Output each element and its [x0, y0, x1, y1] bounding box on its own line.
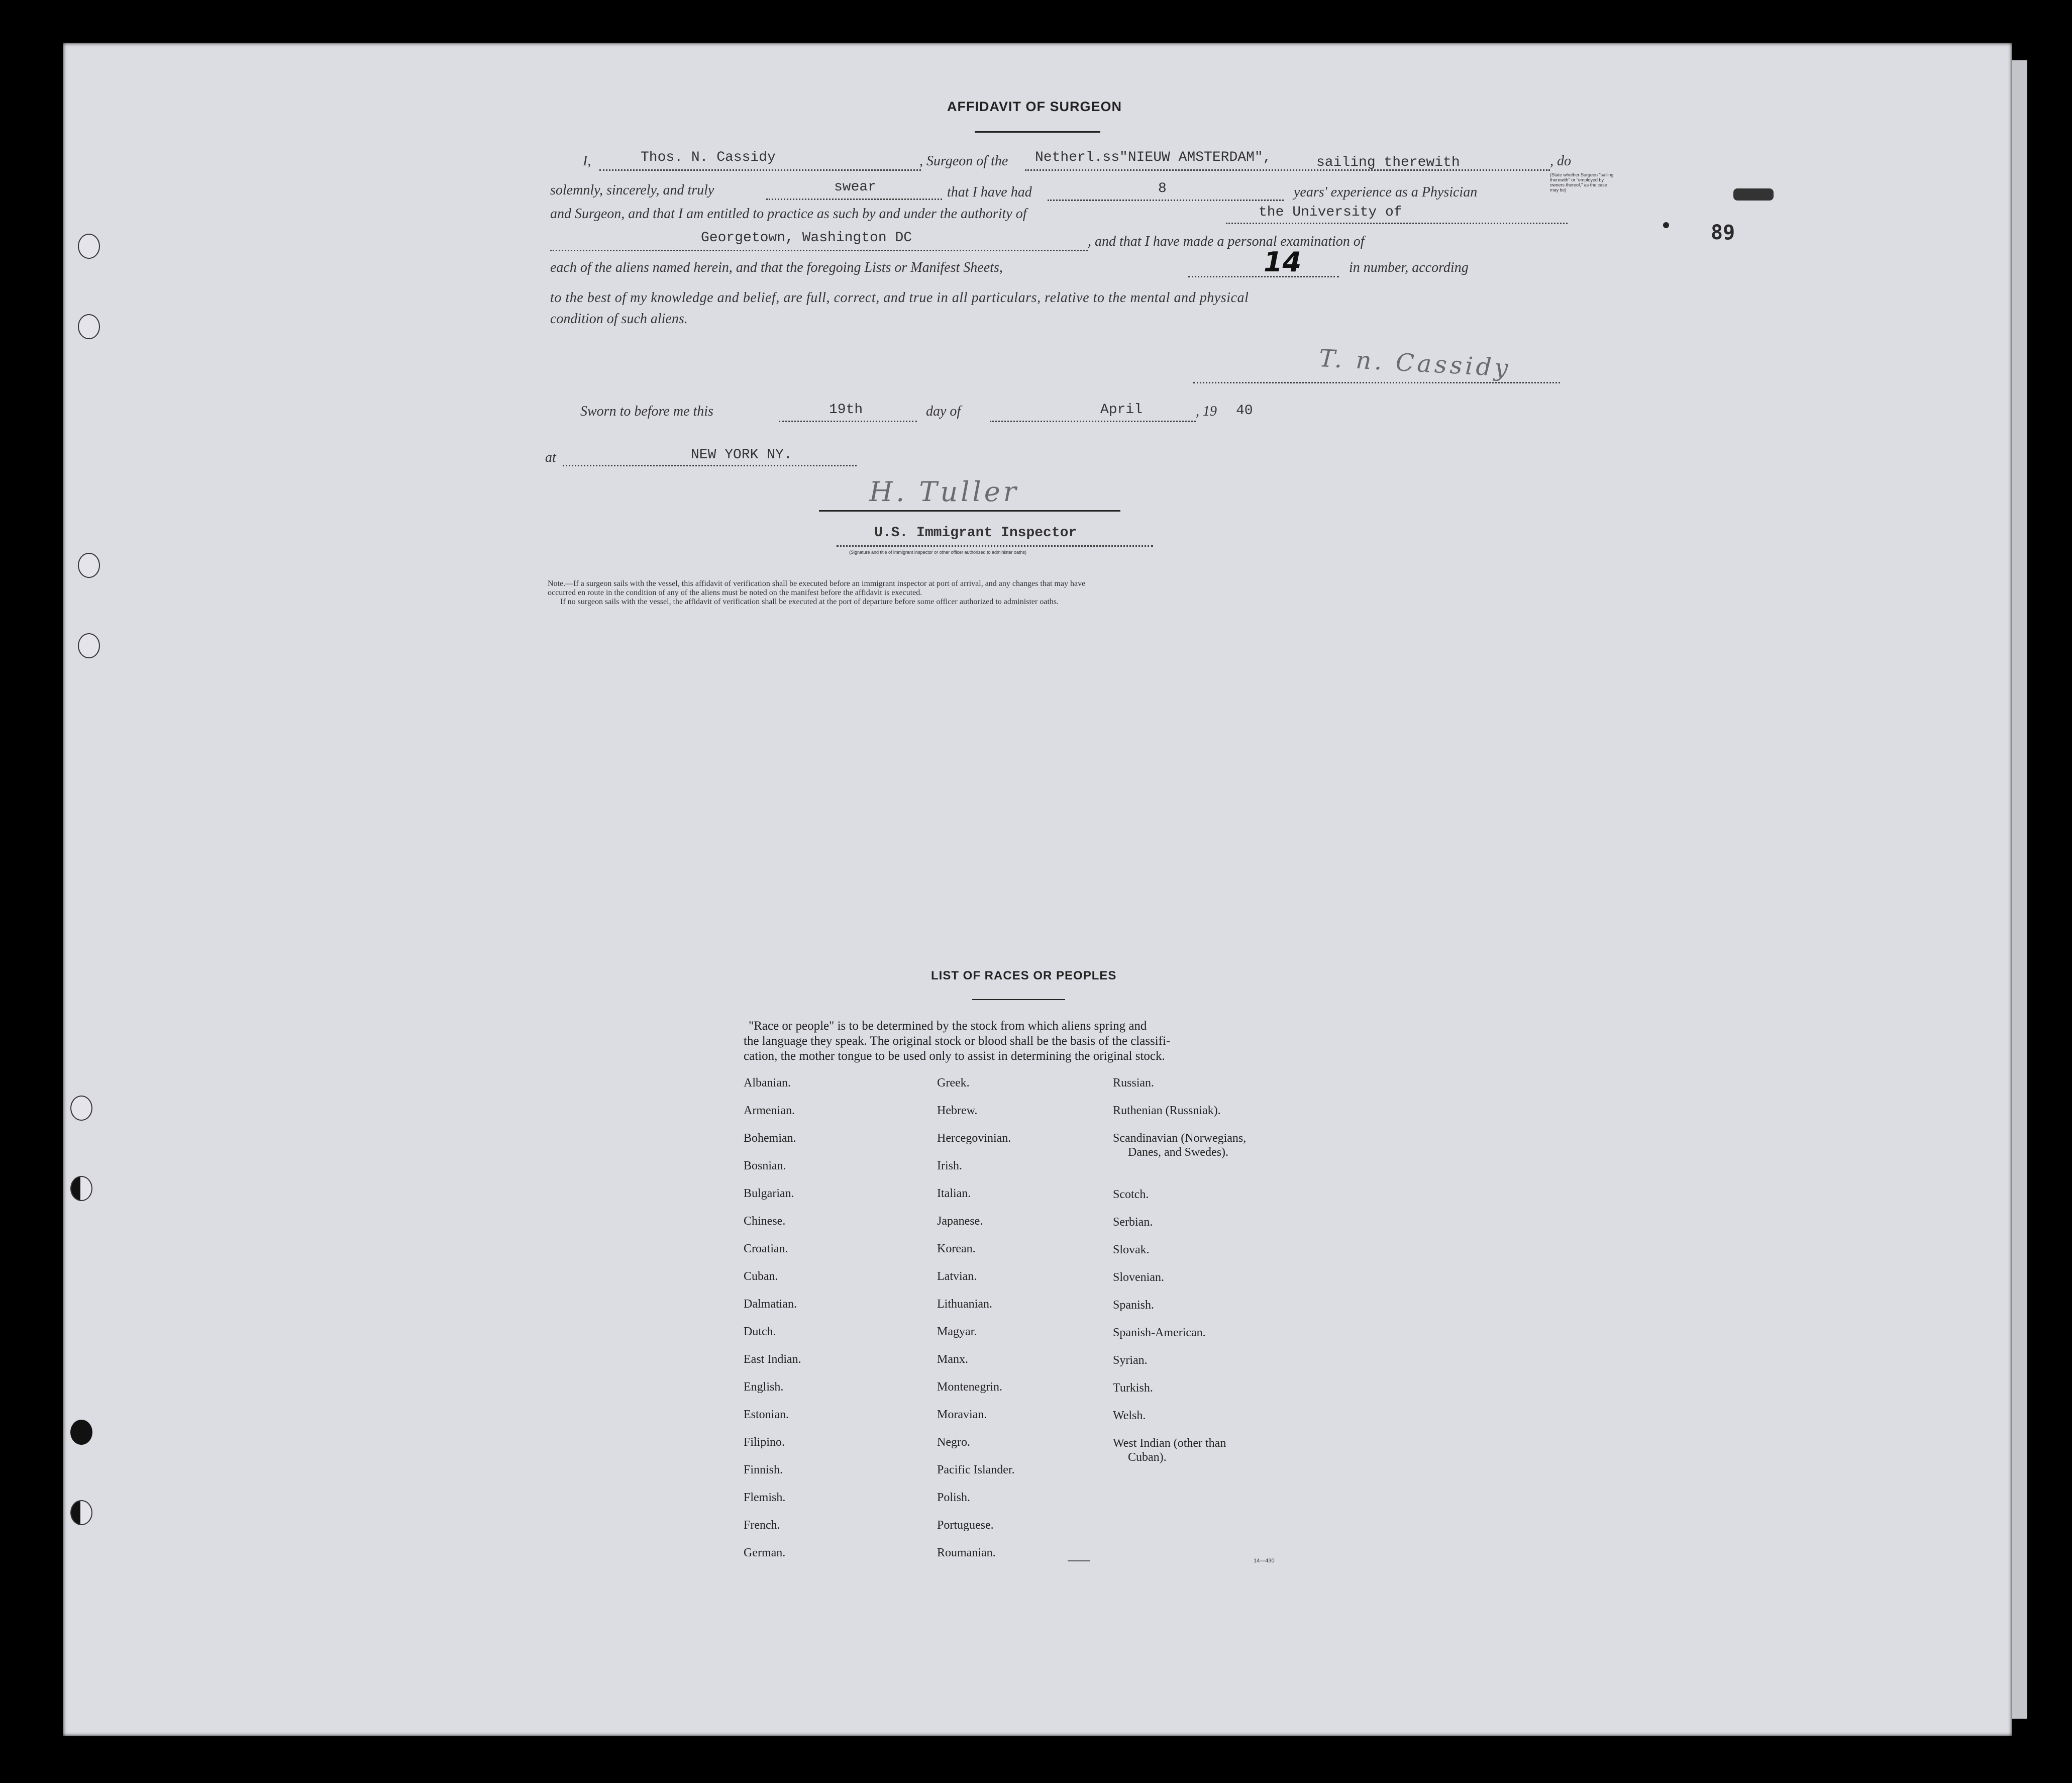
race-entry: Albanian.	[744, 1076, 791, 1089]
race-entry: Scotch.	[1113, 1188, 1149, 1201]
note-line-1: Note.—If a surgeon sails with the vessel, this affidavit of verification shall be executed before an immigrant inspector at port of arrival, and any changes that may have	[548, 579, 1086, 588]
years-line	[1048, 200, 1284, 201]
personal-exam-label: , and that I have made a personal examination of	[1088, 234, 1365, 249]
races-intro-line-2: the language they speak. The original stock or blood shall be the basis of the classifi-	[744, 1034, 1171, 1048]
inspector-title: U.S. Immigrant Inspector	[874, 525, 1077, 541]
race-entry: Turkish.	[1113, 1381, 1153, 1395]
day-line	[779, 421, 917, 422]
race-entry: Filipino.	[744, 1436, 785, 1449]
inspector-caption: (Signature and title of immigrant inspector or other officer authorized to administer oaths)	[849, 550, 1027, 555]
race-entry: Latvian.	[937, 1270, 977, 1283]
race-entry: Scandinavian (Norwegians,	[1113, 1132, 1247, 1145]
race-entry: Danes, and Swedes).	[1128, 1146, 1228, 1159]
race-entry: Polish.	[937, 1491, 971, 1504]
in-number-label: in number, according	[1349, 260, 1469, 275]
year-suffix: 40	[1236, 403, 1253, 419]
vessel-name: Netherl.ss"NIEUW AMSTERDAM",	[1035, 150, 1272, 165]
authority-line2	[550, 250, 1088, 251]
race-entry: Italian.	[937, 1187, 971, 1200]
race-entry: Bosnian.	[744, 1159, 786, 1172]
authority-label: and Surgeon, and that I am entitled to practice as such by and under the authority of	[550, 206, 1027, 222]
note-line-2: occurred en route in the condition of any of the aliens must be noted on the manifest before the affidavit is executed.	[548, 588, 922, 597]
dash-mark	[1068, 1560, 1090, 1561]
race-entry: Magyar.	[937, 1325, 977, 1338]
month-line	[990, 421, 1196, 422]
race-entry: Greek.	[937, 1076, 970, 1089]
binder-hole	[70, 1500, 92, 1525]
inspector-title-line	[837, 545, 1153, 547]
month-value: April	[1100, 402, 1143, 418]
race-entry: Welsh.	[1113, 1409, 1146, 1422]
authority-value1: the University of	[1259, 205, 1402, 220]
do-label: , do	[1550, 153, 1571, 169]
binder-hole	[70, 1096, 92, 1121]
race-entry: Cuban).	[1128, 1451, 1167, 1464]
binder-hole	[78, 553, 100, 578]
race-entry: Bulgarian.	[744, 1187, 794, 1200]
race-entry: West Indian (other than	[1113, 1437, 1226, 1450]
race-entry: Armenian.	[744, 1104, 795, 1117]
race-entry: Ruthenian (Russniak).	[1113, 1104, 1221, 1117]
races-intro-line-1: "Race or people" is to be determined by the stock from which aliens spring and	[749, 1019, 1147, 1033]
race-entry: Cuban.	[744, 1270, 778, 1283]
races-intro-line-3: cation, the mother tongue to be used only to assist in determining the original stock.	[744, 1049, 1165, 1063]
race-entry: Moravian.	[937, 1408, 987, 1421]
race-entry: Roumanian.	[937, 1546, 996, 1559]
races-title: LIST OF RACES OR PEOPLES	[931, 969, 1117, 982]
experience-label: years' experience as a Physician	[1294, 184, 1478, 200]
binder-hole	[78, 633, 100, 658]
years-value: 8	[1158, 181, 1167, 196]
ink-dot	[1663, 222, 1669, 228]
race-entry: Lithuanian.	[937, 1298, 992, 1311]
place-line	[563, 465, 857, 466]
race-entry: Finnish.	[744, 1463, 783, 1476]
affidavit-title: AFFIDAVIT OF SURGEON	[947, 99, 1122, 114]
at-label: at	[545, 450, 556, 465]
surgeon-name: Thos. N. Cassidy	[641, 150, 776, 165]
race-entry: Dalmatian.	[744, 1298, 797, 1311]
race-entry: Irish.	[937, 1159, 962, 1172]
place-value: NEW YORK NY.	[691, 447, 792, 463]
surgeon-of-label: , Surgeon of the	[919, 153, 1008, 169]
years-label: that I have had	[947, 184, 1032, 200]
race-entry: East Indian.	[744, 1353, 801, 1366]
ink-smudge	[1733, 188, 1774, 201]
race-entry: Chinese.	[744, 1215, 786, 1228]
note-line-3: If no surgeon sails with the vessel, the affidavit of verification shall be executed at the port of departure before some officer authorized to administer oaths.	[560, 598, 1059, 606]
race-entry: Spanish.	[1113, 1299, 1155, 1312]
race-entry: Croatian.	[744, 1242, 788, 1255]
surgeon-name-line	[599, 169, 921, 171]
binder-hole	[78, 314, 100, 339]
document-sheet	[63, 43, 2012, 1736]
surgeon-signature: T. n. Cassidy	[1318, 344, 1512, 382]
binder-hole	[70, 1420, 92, 1445]
race-entry: French.	[744, 1519, 780, 1532]
authority-line1	[1226, 223, 1568, 224]
binder-hole	[70, 1176, 92, 1201]
races-title-underline	[972, 999, 1065, 1000]
race-entry: Montenegrin.	[937, 1380, 1002, 1394]
page-number: 89	[1711, 221, 1735, 244]
race-entry: Dutch.	[744, 1325, 776, 1338]
race-entry: Slovak.	[1113, 1243, 1150, 1256]
oath-line	[766, 199, 942, 200]
race-entry: Serbian.	[1113, 1216, 1153, 1229]
form-number: 14—430	[1254, 1558, 1275, 1564]
race-entry: Bohemian.	[744, 1132, 796, 1145]
inspector-signature-rule	[819, 510, 1120, 512]
race-entry: Spanish-American.	[1113, 1326, 1206, 1339]
race-entry: Hercegovinian.	[937, 1132, 1011, 1145]
race-entry: Syrian.	[1113, 1354, 1148, 1367]
sworn-label: Sworn to before me this	[580, 404, 713, 419]
race-entry: Portuguese.	[937, 1519, 994, 1532]
race-entry: German.	[744, 1546, 786, 1559]
race-entry: Japanese.	[937, 1215, 983, 1228]
surgeon-signature-line	[1193, 382, 1560, 383]
authority-value2: Georgetown, Washington DC	[701, 230, 912, 246]
race-entry: Pacific Islander.	[937, 1463, 1015, 1476]
race-entry: Slovenian.	[1113, 1271, 1164, 1284]
state-whether-note: (State whether Surgeon "sailing therewith" or "employed by owners thereof," as the case may be)	[1550, 172, 1614, 192]
solemnly-label: solemnly, sincerely, and truly	[550, 182, 714, 198]
year-prefix: , 19	[1196, 404, 1217, 419]
title-underline	[975, 131, 1100, 133]
race-entry: Flemish.	[744, 1491, 786, 1504]
each-alien-label: each of the aliens named herein, and that the foregoing Lists or Manifest Sheets,	[550, 260, 1003, 275]
race-entry: English.	[744, 1380, 784, 1394]
race-entry: Manx.	[937, 1353, 968, 1366]
day-of-label: day of	[926, 404, 961, 419]
race-entry: Negro.	[937, 1436, 970, 1449]
i-label: I,	[583, 153, 591, 169]
inspector-signature: H. Tuller	[869, 476, 1019, 508]
condition-label: condition of such aliens.	[550, 311, 688, 327]
race-entry: Hebrew.	[937, 1104, 978, 1117]
sailing-therewith: sailing therewith	[1316, 155, 1460, 170]
day-value: 19th	[829, 402, 863, 418]
sheet-count: 14	[1264, 246, 1302, 278]
vessel-line	[1025, 169, 1550, 171]
race-entry: Russian.	[1113, 1076, 1155, 1089]
oath-word: swear	[834, 179, 877, 195]
best-knowledge-label: to the best of my knowledge and belief, are full, correct, and true in all particulars, relative to the mental and physical	[550, 290, 1249, 306]
binder-hole	[78, 234, 100, 259]
race-entry: Estonian.	[744, 1408, 789, 1421]
race-entry: Korean.	[937, 1242, 976, 1255]
